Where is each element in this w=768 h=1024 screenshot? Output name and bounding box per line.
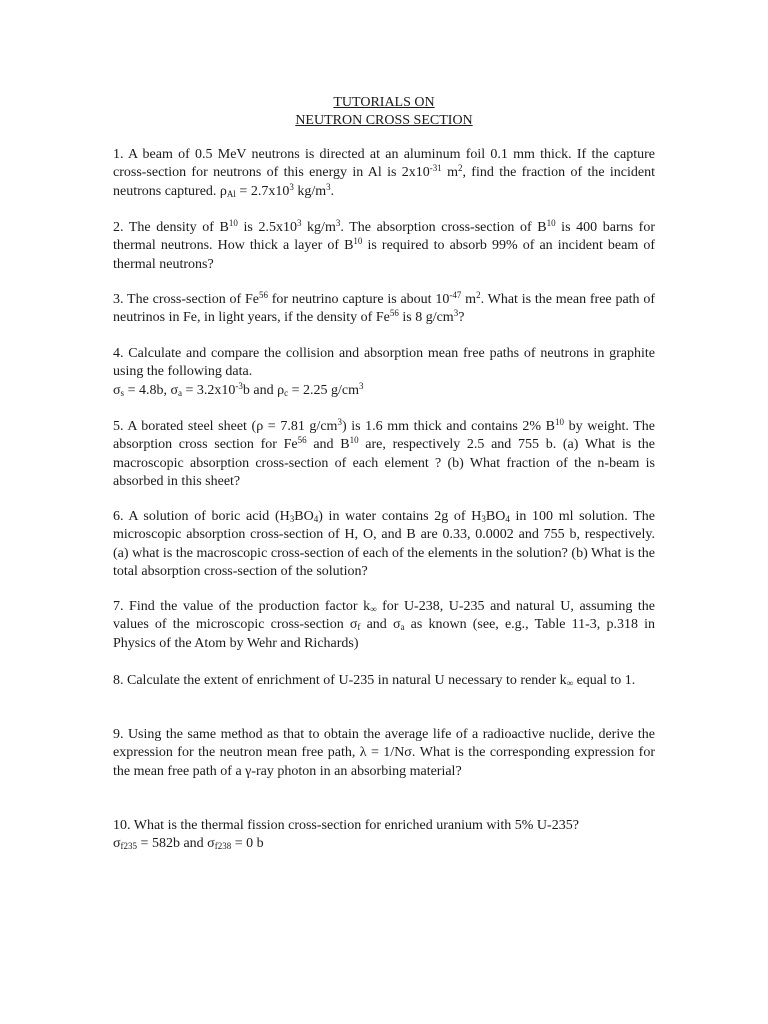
question-1: 1. A beam of 0.5 MeV neutrons is directed at an aluminum foil 0.1 mm thick. If the capture cross-section for neutrons of this energy in Al is $2x10^{-31}$ $m^2$, find the fraction of the incident neutrons captured. $\rho_{Al} = 2.7x10^3$ $kg/m^3$. <box>113 147 655 199</box>
question-10: 10. What is the thermal fission cross-section for enriched uranium with 5% U-235? $\sigma_{f235} = 582b$ and $\sigma_{f238} = 0$ b <box>113 818 579 852</box>
question-7: 7. Find the value of the production factor $k_\infty$ for U-238, U-235 and natural U, assuming the values of the microscopic cross-section $\sigma_f$ and $\sigma_a$ as known (see, e.g., Table 11-3, p.318 in Physics of the Atom by Wehr and Richards) <box>113 599 655 651</box>
title-line-1: TUTORIALS ON <box>333 95 435 110</box>
question-2: 2. The density of $B^{10}$ is $2.5x10^3$ $kg/m^3$. The absorption cross-section of $B^{10}$ is 400 barns for thermal neutrons. How thick a layer of $B^{10}$ is required to absorb 99% of an incident beam of thermal neutrons? <box>113 218 655 272</box>
question-4: 4. Calculate and compare the collision and absorption mean free paths of neutrons in graphite using the following data. $\sigma_s = 4.8b$, $\sigma_a = 3.2x10^{-3}b$ and $\rho_c = 2.25$ $g/cm^3$ <box>113 346 655 398</box>
question-5: 5. A borated steel sheet (ρ = 7.81 $g/cm^3$) is 1.6 mm thick and contains 2% $B^{10}$ by weight. The absorption cross section for Fe$^{56}$ and $B^{10}$ are, respectively 2.5 and 755 b. (a) What is the macroscopic absorption cross-section of each element ? (b) What fraction of the n-beam is absorbed in this sheet? <box>113 417 656 490</box>
question-9: 9. Using the same method as that to obtain the average life of a radioactive nuclide, derive the expression for the neutron mean free path, λ = 1/Nσ. What is the corresponding expression for the mean free path of a γ-ray photon in an absorbing material? <box>113 727 655 779</box>
title-line-2: NEUTRON CROSS SECTION <box>295 113 473 128</box>
question-3: 3. The cross-section of Fe$^{56}$ for neutrino capture is about $10^{-47}$ $m^2$. What is the mean free path of neutrinos in Fe, in light years, if the density of Fe$^{56}$ is 8 $g/cm^3$? <box>113 290 656 326</box>
question-6: 6. A solution of boric acid $(H_3BO_4)$ in water contains 2g of $H_3BO_4$ in 100 ml solution. The microscopic absorption cross-section of H, O, and B are 0.33, 0.0002 and 755 b, respectively. (a) what is the macroscopic cross-section of each of the elements in the solution? (b) What is the total absorption cross-section of the solution? <box>113 509 655 580</box>
question-8: 8. Calculate the extent of enrichment of U-235 in natural U necessary to render $k_\infty$ equal to 1. <box>113 673 636 688</box>
